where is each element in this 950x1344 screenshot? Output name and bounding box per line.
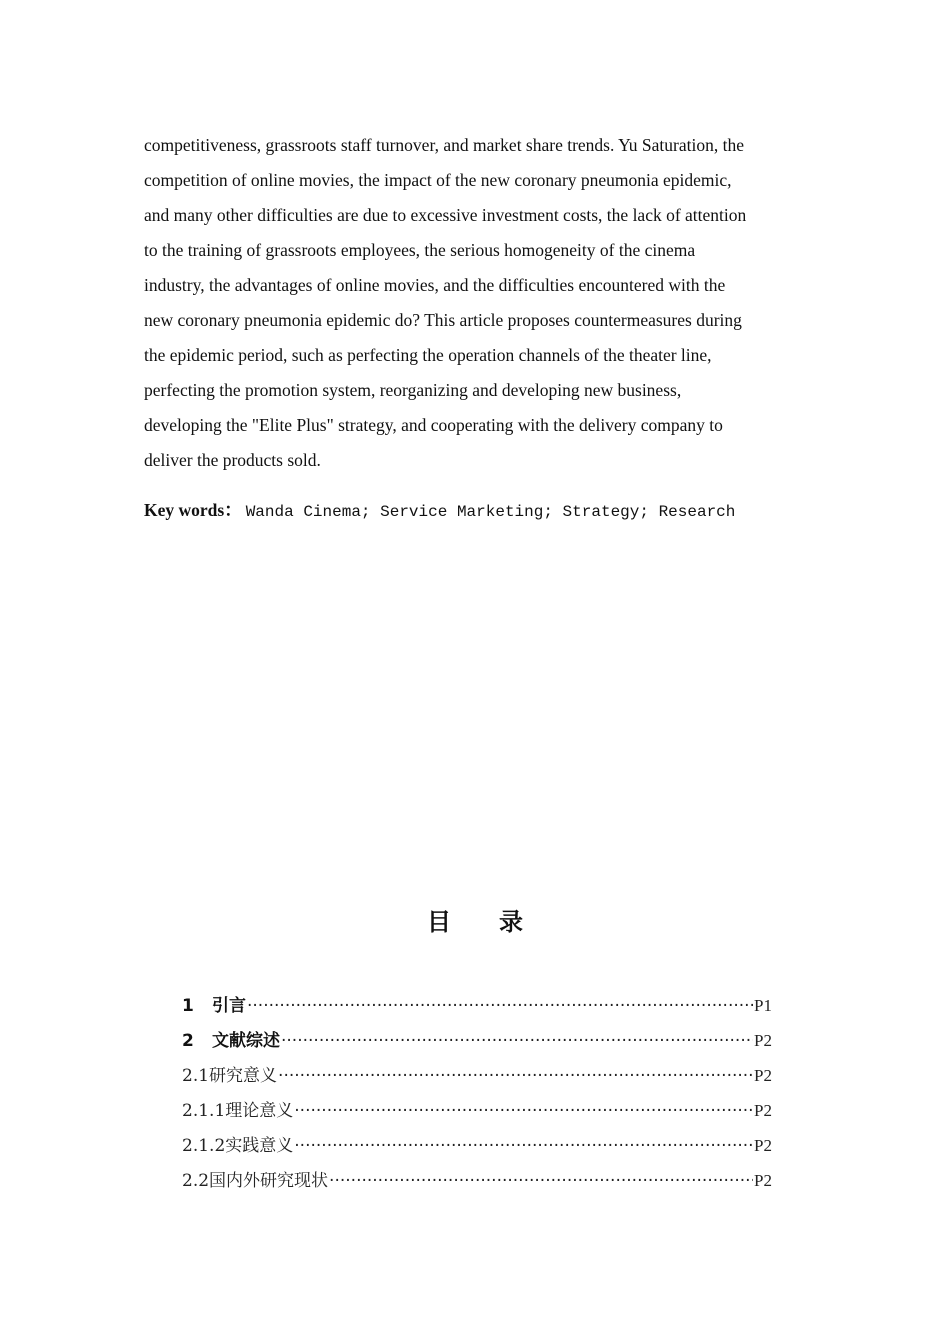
toc-entry-label: 理论意义 (225, 1101, 294, 1121)
abstract-line: industry, the advantages of online movies, and the difficulties encountered with the (144, 275, 726, 295)
abstract-line: to the training of grassroots employees, the serious homogeneity of the cinema (144, 240, 696, 260)
toc-entry-page: P1 (754, 996, 772, 1015)
abstract-line: developing the "Elite Plus" strategy, and cooperating with the delivery company to (144, 415, 723, 435)
toc-entry-label: 实践意义 (225, 1136, 294, 1156)
toc-entry-page: P2 (754, 1136, 772, 1155)
keywords-label: Key words： (144, 500, 242, 520)
toc-entry-number: 2 (182, 1031, 194, 1051)
toc-entry-page: P2 (754, 1101, 772, 1120)
toc-entry-number: 2.1.1 (182, 1101, 226, 1121)
abstract-line: competitiveness, grassroots staff turnover, and market share trends. Yu Saturation, the (144, 135, 744, 155)
toc-entry-label: 文献综述 (212, 1031, 280, 1051)
toc-title (0, 902, 950, 937)
toc-entry[interactable] (182, 988, 772, 1023)
abstract-line: deliver the products sold. (144, 450, 321, 470)
abstract-line: new coronary pneumonia epidemic do? This article proposes countermeasures during (144, 310, 742, 330)
toc-leader-dots (329, 1164, 753, 1199)
toc-entry[interactable] (182, 1023, 772, 1058)
toc-entry-label: 引言 (212, 996, 246, 1016)
toc-entry-number: 2.1 (182, 1066, 210, 1086)
toc-leader-dots (281, 1024, 753, 1059)
abstract-line: the epidemic period, such as perfecting the operation channels of the theater line, (144, 345, 712, 365)
toc-entry-page: P2 (754, 1031, 772, 1050)
abstract-line: perfecting the promotion system, reorganizing and developing new business, (144, 380, 682, 400)
toc-entry-number: 2.1.2 (182, 1136, 226, 1156)
toc-entry-number: 1 (182, 996, 194, 1016)
toc-entry[interactable] (182, 1163, 772, 1198)
toc-entry-page: P2 (754, 1066, 772, 1085)
toc-entry-number: 2.2 (182, 1171, 210, 1191)
keywords-text: Wanda Cinema; Service Marketing; Strategy; Research (245, 503, 736, 521)
toc-entry-label: 研究意义 (209, 1066, 278, 1086)
toc-entry[interactable] (182, 1128, 772, 1163)
table-of-contents (182, 988, 772, 1198)
toc-entry[interactable] (182, 1058, 772, 1093)
abstract-line: competition of online movies, the impact of the new coronary pneumonia epidemic, (144, 170, 732, 190)
toc-leader-dots (278, 1059, 753, 1094)
toc-leader-dots (247, 989, 753, 1024)
toc-title-right: 录 (499, 908, 523, 936)
abstract-line: and many other difficulties are due to excessive investment costs, the lack of attention (144, 205, 747, 225)
toc-leader-dots (294, 1129, 753, 1164)
toc-title-left: 目 (427, 908, 451, 936)
abstract-paragraph (144, 128, 809, 478)
toc-leader-dots (294, 1094, 753, 1129)
toc-entry-page: P2 (754, 1171, 772, 1190)
toc-entry-label: 国内外研究现状 (209, 1171, 329, 1191)
keywords-line (144, 496, 844, 526)
toc-entry[interactable] (182, 1093, 772, 1128)
